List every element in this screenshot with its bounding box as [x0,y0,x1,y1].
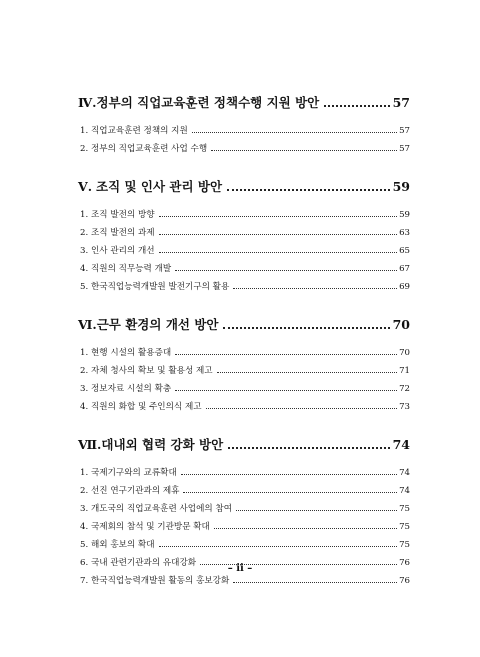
section-title: 대내외 협력 강화 방안 [101,437,224,452]
leader-dots [159,216,397,217]
section-heading [78,434,410,456]
toc-entry [80,224,410,242]
toc-entry [80,242,410,260]
entry-page-number: 75 [399,540,410,550]
entry-title: 직원의 화합 및 주인의식 제고 [91,402,202,412]
section-page-number: 74 [392,437,410,452]
toc-entry [80,140,410,158]
toc-entry [80,464,410,482]
entry-title: 조직 발전의 과제 [91,228,155,238]
entry-number: 7. [80,576,89,586]
section-heading [78,314,410,336]
entry-title: 자체 청사의 확보 및 활용성 제고 [91,366,213,376]
entry-number: 2. [80,486,89,496]
leader-dots [236,510,397,511]
leader-dots [183,492,397,493]
section-items [78,122,410,158]
entry-title: 한국직업능력개발원 발전기구의 활용 [91,282,230,292]
entry-page-number: 57 [399,144,410,154]
leader-dots [175,270,397,271]
section-heading [78,92,410,114]
entry-number: 2. [80,366,89,376]
toc-entry [80,260,410,278]
entry-title: 국제기구와의 교류확대 [91,468,177,478]
section-heading [78,176,410,198]
entry-page-number: 75 [399,504,410,514]
entry-page-number: 59 [399,210,410,220]
entry-title: 조직 발전의 방향 [91,210,155,220]
entry-title: 개도국의 직업교육훈련 사업에의 참여 [91,504,233,514]
leader-dots [192,132,397,133]
leader-dots [233,288,397,289]
toc-entry [80,380,410,398]
leader-dots [159,234,397,235]
entry-title: 현행 시설의 활용증대 [91,348,172,358]
section-numeral: Ⅶ. [78,437,102,452]
toc-entry [80,518,410,536]
entry-page-number: 73 [399,402,410,412]
section-title: 조직 및 인사 관리 방안 [96,179,223,194]
entry-page-number: 74 [399,486,410,496]
entry-number: 4. [80,402,89,412]
entry-number: 4. [80,264,89,274]
entry-number: 1. [80,468,89,478]
section-items [78,344,410,416]
leader-dots [227,189,390,191]
entry-title: 국제회의 참석 및 기관방문 확대 [91,522,210,532]
entry-number: 1. [80,126,89,136]
leader-dots [217,372,397,373]
entry-number: 3. [80,384,89,394]
section-page-number: 57 [392,95,410,110]
leader-dots [206,408,398,409]
section-numeral: Ⅳ. [78,95,97,110]
entry-number: 6. [80,558,89,568]
entry-title: 국내 관련기관과의 유대강화 [91,558,197,568]
section-numeral: Ⅴ. [78,179,93,194]
toc-entry [80,278,410,296]
toc-entry [80,206,410,224]
entry-title: 정부의 직업교육훈련 사업 수행 [91,144,208,154]
entry-page-number: 57 [399,126,410,136]
section-numeral: Ⅵ. [78,317,97,332]
section-title: 근무 환경의 개선 방안 [96,317,219,332]
leader-dots [159,546,397,547]
leader-dots [228,447,389,449]
leader-dots [233,582,397,583]
entry-title: 한국직업능력개발원 활동의 홍보강화 [91,576,230,586]
leader-dots [223,327,389,329]
toc-entry [80,344,410,362]
toc-entry [80,500,410,518]
entry-page-number: 74 [399,468,410,478]
entry-title: 직업교육훈련 정책의 지원 [91,126,188,136]
entry-title: 직원의 직무능력 개발 [91,264,172,274]
toc-entry [80,398,410,416]
entry-page-number: 63 [399,228,410,238]
entry-page-number: 65 [399,246,410,256]
entry-title: 정보자료 시설의 확충 [91,384,172,394]
entry-number: 4. [80,522,89,532]
entry-number: 3. [80,246,89,256]
toc-entry [80,482,410,500]
leader-dots [181,474,397,475]
section-page-number: 70 [392,317,410,332]
leader-dots [214,528,397,529]
entry-number: 5. [80,540,89,550]
page-number-footer: – ii – [227,563,253,574]
entry-number: 3. [80,504,89,514]
leader-dots [159,252,397,253]
entry-number: 5. [80,282,89,292]
toc-section [78,176,410,296]
entry-number: 2. [80,228,89,238]
toc-entry [80,122,410,140]
section-items [78,206,410,296]
leader-dots [175,354,397,355]
section-page-number: 59 [392,179,410,194]
entry-title: 선진 연구기관과의 제휴 [91,486,180,496]
entry-page-number: 69 [399,282,410,292]
toc-section [78,314,410,416]
leader-dots [324,105,389,107]
leader-dots [211,150,397,151]
entry-page-number: 75 [399,522,410,532]
toc-section [78,92,410,158]
entry-page-number: 67 [399,264,410,274]
leader-dots [175,390,397,391]
entry-page-number: 70 [399,348,410,358]
entry-number: 2. [80,144,89,154]
entry-page-number: 71 [399,366,410,376]
entry-number: 1. [80,210,89,220]
entry-page-number: 72 [399,384,410,394]
section-title: 정부의 직업교육훈련 정책수행 지원 방안 [96,95,320,110]
entry-title: 인사 관리의 개선 [91,246,155,256]
toc-entry [80,362,410,380]
entry-page-number: 76 [399,558,410,568]
toc-entry [80,572,410,590]
entry-number: 1. [80,348,89,358]
entry-page-number: 76 [399,576,410,586]
entry-title: 해외 홍보의 확대 [91,540,155,550]
table-of-contents [78,92,410,608]
toc-entry [80,536,410,554]
